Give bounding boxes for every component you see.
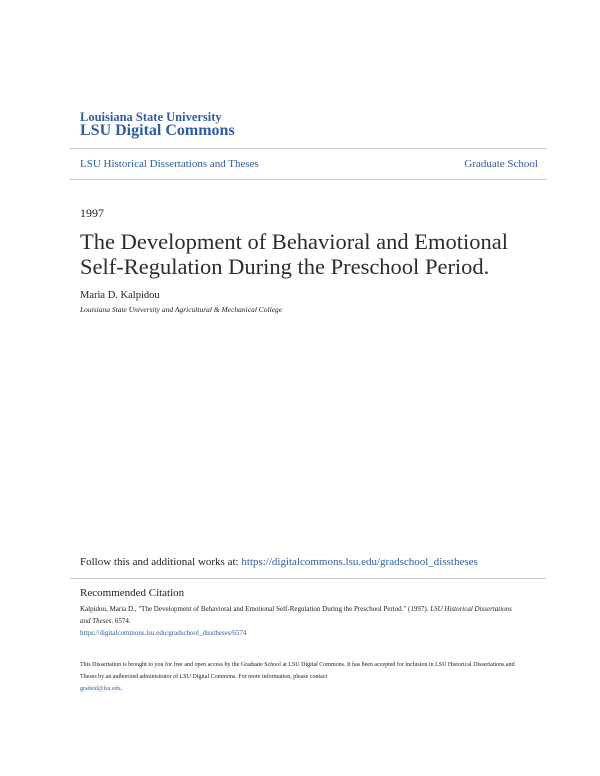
citation-divider <box>70 578 546 579</box>
collection-link[interactable]: LSU Historical Dissertations and Theses <box>80 158 259 170</box>
author-name: Maria D. Kalpidou <box>80 290 160 301</box>
citation-text <box>80 603 520 639</box>
paper-title <box>80 229 550 279</box>
top-divider <box>70 148 546 149</box>
access-notice <box>80 659 525 695</box>
school-link[interactable]: Graduate School <box>464 158 538 170</box>
follow-link[interactable]: https://digitalcommons.lsu.edu/gradschool_disstheses <box>241 556 478 568</box>
nav-divider <box>70 179 546 180</box>
notice-text: This Dissertation is brought to you for free and open access by the Graduate School at LSU Digital Commons. It has been accepted for inclusion in LSU Historical Dissertations and Theses by an authorized administrator of LSU Digital Commons. For more information, please contact <box>80 662 515 680</box>
citation-link[interactable]: https://digitalcommons.lsu.edu/gradschool_disstheses/6574 <box>80 629 247 637</box>
citation-journal: LSU Historical Dissertations and Theses <box>80 605 512 625</box>
title-line-2: Self-Regulation During the Preschool Period. <box>80 254 490 279</box>
citation-body: Kalpidou, Maria D., "The Development of Behavioral and Emotional Self-Regulation During the Preschool Period." (1997). <box>80 605 429 613</box>
repository-name-link[interactable]: LSU Digital Commons <box>80 122 235 139</box>
citation-number: . 6574. <box>111 617 131 625</box>
notice-end: . <box>120 686 123 692</box>
institution-name: Louisiana State University <box>80 110 222 124</box>
follow-label: Follow this and additional works at: <box>80 556 239 568</box>
author-affiliation: Louisiana State University and Agricultural & Mechanical College <box>80 305 283 314</box>
contact-email-link[interactable]: gradetd@lsu.edu <box>80 686 121 692</box>
recommended-citation-heading: Recommended Citation <box>80 587 185 599</box>
follow-works <box>80 556 478 568</box>
publication-year: 1997 <box>80 206 104 220</box>
title-line-1: The Development of Behavioral and Emotional <box>80 229 508 254</box>
